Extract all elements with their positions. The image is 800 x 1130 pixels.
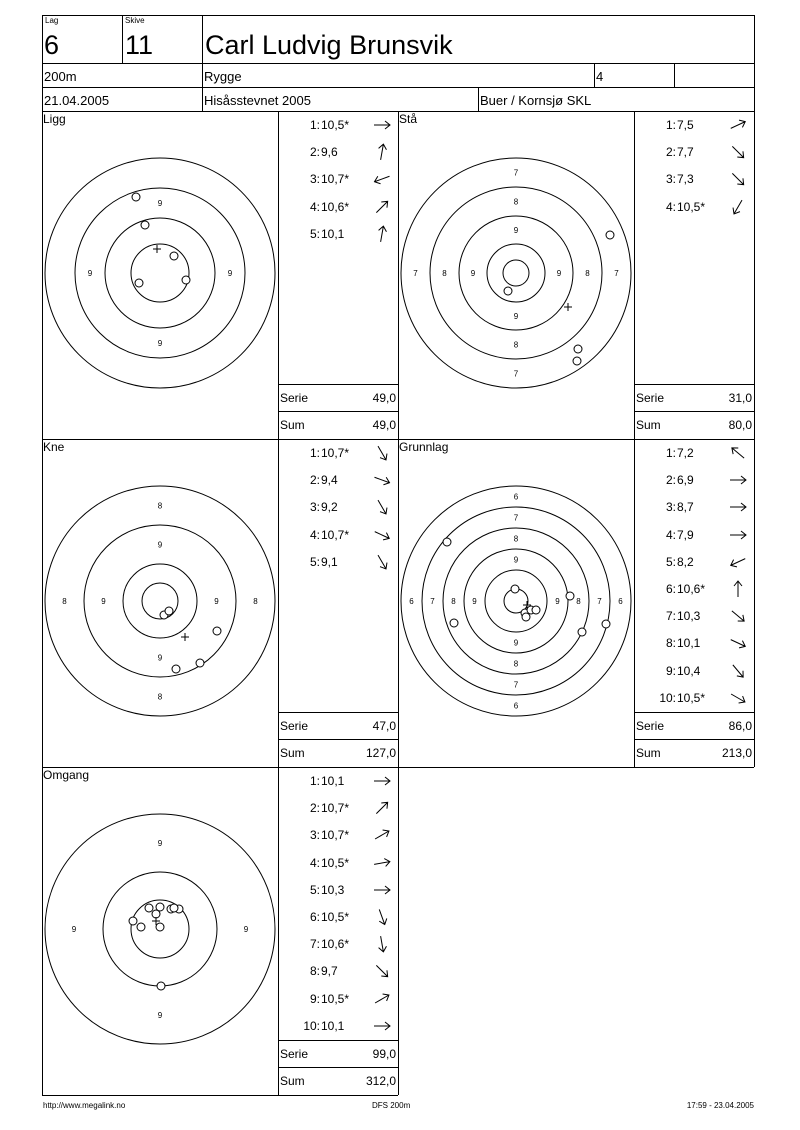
shot-hole <box>156 923 164 931</box>
ring-number: 7 <box>614 269 619 278</box>
shot-hole <box>606 231 614 239</box>
direction-arrow-icon <box>728 552 748 572</box>
direction-arrow-icon <box>372 798 392 818</box>
target-ring <box>123 564 197 638</box>
serie-value-kne: 47,0 <box>372 719 396 733</box>
serie-label: Serie <box>280 391 309 405</box>
shot-hole <box>135 279 143 287</box>
shot-hole <box>137 923 145 931</box>
direction-arrow-icon <box>372 115 392 135</box>
ring-number: 8 <box>513 340 519 350</box>
target-kne <box>42 440 278 767</box>
shot-number: 7: <box>309 937 320 952</box>
target-ring <box>503 260 529 286</box>
shooter-name: Carl Ludvig Brunsvik <box>205 30 453 60</box>
ring-number: 9 <box>513 555 519 565</box>
shot-hole <box>182 276 190 284</box>
center-of-group-cross <box>153 245 161 253</box>
shot-value: 10,1 <box>321 226 345 241</box>
serie-label: Serie <box>636 391 665 405</box>
target-ring <box>430 187 602 359</box>
ring-number: 7 <box>413 269 418 278</box>
shot-value: 10,3 <box>321 882 345 897</box>
shot-hole <box>522 613 530 621</box>
direction-arrow-icon <box>372 169 392 189</box>
shot-value: 10,5* <box>321 855 350 870</box>
ring-number: 7 <box>513 680 519 690</box>
ring-number: 9 <box>472 597 477 606</box>
ring-number: 7 <box>513 369 519 379</box>
shot-hole <box>511 585 519 593</box>
shot-list-kne <box>278 440 398 712</box>
section-label-ligg: Ligg <box>43 112 66 126</box>
shot-number: 1: <box>309 774 320 788</box>
direction-arrow-icon <box>728 661 748 681</box>
ring-number: 8 <box>62 597 67 606</box>
shot-number: 4: <box>665 199 676 214</box>
direction-arrow-icon <box>372 934 392 954</box>
ring-number: 8 <box>585 269 590 278</box>
ring-number: 8 <box>513 534 519 544</box>
direction-arrow-icon <box>728 115 748 135</box>
serie-value-sta: 31,0 <box>728 391 752 405</box>
shot-hole <box>170 252 178 260</box>
ring-number: 9 <box>243 925 249 934</box>
ring-number: 7 <box>513 168 519 178</box>
shot-value: 6,9 <box>677 473 694 488</box>
section-label-grunnlag: Grunnlag <box>399 440 449 454</box>
shot-number: 3: <box>309 172 320 187</box>
shot-hole <box>141 221 149 229</box>
shot-value: 10,7* <box>321 172 350 187</box>
ring-number: 9 <box>101 597 106 606</box>
direction-arrow-icon <box>728 497 748 517</box>
shot-value: 9,7 <box>321 964 338 979</box>
ring-number: 9 <box>513 638 519 648</box>
shot-list-omgang <box>278 768 398 1040</box>
sum-value-kne: 127,0 <box>365 746 396 760</box>
shot-value: 10,7* <box>321 527 350 542</box>
ring-number: 8 <box>253 597 258 606</box>
shot-value: 10,5* <box>321 910 350 924</box>
ring-number: 6 <box>618 597 623 606</box>
shot-number: 9: <box>309 991 320 1006</box>
shot-hole <box>573 357 581 365</box>
ring-number: 9 <box>470 269 476 278</box>
direction-arrow-icon <box>372 825 392 845</box>
shot-number: 6: <box>665 582 676 596</box>
shot-number: 2: <box>665 473 676 488</box>
ring-number: 9 <box>157 199 163 208</box>
shot-number: 2: <box>309 801 320 816</box>
shot-number: 1: <box>665 118 676 132</box>
date: 21.04.2005 <box>44 93 110 108</box>
direction-arrow-icon <box>372 497 392 517</box>
shot-number: 10: <box>659 690 676 705</box>
ring-number: 6 <box>513 701 519 711</box>
target-ring <box>75 188 245 358</box>
direction-arrow-icon <box>372 224 392 244</box>
shot-number: 4: <box>309 855 320 870</box>
shot-number: 5: <box>309 226 320 241</box>
target-sta <box>398 112 634 439</box>
ring-number: 9 <box>214 597 219 606</box>
shot-value: 10,6* <box>321 199 350 214</box>
footer-program: DFS 200m <box>372 1101 411 1110</box>
shot-value: 10,1 <box>321 1018 345 1033</box>
direction-arrow-icon <box>728 197 748 217</box>
shot-value: 7,7 <box>677 145 694 160</box>
direction-arrow-icon <box>372 961 392 981</box>
sum-label: Sum <box>280 1074 305 1088</box>
shot-hole <box>165 607 173 615</box>
ring-number: 9 <box>87 269 93 278</box>
direction-arrow-icon <box>728 169 748 189</box>
target-omgang <box>42 768 278 1095</box>
shot-value: 10,6* <box>321 937 350 952</box>
ring-number: 8 <box>157 501 163 511</box>
shot-number: 3: <box>309 828 320 843</box>
shot-number: 5: <box>309 554 320 569</box>
direction-arrow-icon <box>728 579 748 599</box>
target-ligg <box>42 112 278 439</box>
shot-value: 10,5* <box>321 991 350 1006</box>
shot-hole <box>443 538 451 546</box>
shot-number: 2: <box>665 145 676 160</box>
direction-arrow-icon <box>372 197 392 217</box>
ring-number: 8 <box>442 269 447 278</box>
shot-list-ligg <box>278 112 398 384</box>
direction-arrow-icon <box>372 470 392 490</box>
target-ring <box>45 486 275 716</box>
direction-arrow-icon <box>372 142 392 162</box>
shot-hole <box>132 193 140 201</box>
shot-hole <box>172 665 180 673</box>
ring-number: 9 <box>513 312 519 321</box>
sum-label: Sum <box>636 746 661 760</box>
ring-number: 9 <box>513 226 519 235</box>
ring-number: 7 <box>513 513 519 523</box>
shot-number: 10: <box>303 1018 320 1033</box>
shot-number: 5: <box>309 882 320 897</box>
shot-list-grunnlag <box>634 440 754 712</box>
ring-number: 9 <box>227 269 233 278</box>
shot-hole <box>532 606 540 614</box>
distance: 200m <box>44 69 77 84</box>
shot-number: 3: <box>665 172 676 187</box>
shot-number: 3: <box>309 500 320 515</box>
shot-value: 10,5* <box>677 199 706 214</box>
target-ring <box>464 549 568 653</box>
shot-hole <box>578 628 586 636</box>
shot-number: 6: <box>309 910 320 924</box>
shot-value: 8,2 <box>677 554 694 569</box>
shot-value: 10,7* <box>321 801 350 816</box>
ring-number: 9 <box>71 925 77 934</box>
ring-number: 8 <box>451 597 456 606</box>
shot-number: 8: <box>665 636 676 651</box>
shot-value: 10,5* <box>677 690 706 705</box>
sum-value-omgang: 312,0 <box>365 1074 396 1088</box>
sum-value-sta: 80,0 <box>728 418 752 432</box>
skive-label: Skive <box>125 16 145 25</box>
shot-hole <box>213 627 221 635</box>
section-label-kne: Kne <box>43 440 65 454</box>
shot-hole <box>170 904 178 912</box>
sum-value-ligg: 49,0 <box>372 418 396 432</box>
ring-number: 8 <box>157 692 163 702</box>
direction-arrow-icon <box>372 907 392 927</box>
shot-number: 1: <box>665 446 676 460</box>
ring-number: 9 <box>157 540 163 550</box>
direction-arrow-icon <box>728 142 748 162</box>
center-of-group-cross <box>564 303 572 311</box>
ring-number: 7 <box>597 597 602 606</box>
ring-number: 6 <box>409 597 414 606</box>
target-ring <box>131 244 189 302</box>
target-ring <box>45 158 275 388</box>
direction-arrow-icon <box>372 880 392 900</box>
shot-number: 7: <box>665 609 676 624</box>
serie-label: Serie <box>280 719 309 733</box>
shot-value: 7,2 <box>677 446 694 460</box>
direction-arrow-icon <box>372 771 392 791</box>
sum-label: Sum <box>280 746 305 760</box>
ring-number: 8 <box>513 197 519 207</box>
ring-number: 8 <box>576 597 581 606</box>
ring-number: 6 <box>513 492 519 502</box>
shot-number: 1: <box>309 118 320 132</box>
direction-arrow-icon <box>372 853 392 873</box>
shot-number: 4: <box>665 527 676 542</box>
shot-value: 10,5* <box>321 118 350 132</box>
target-grunnlag <box>398 440 634 767</box>
section-label-sta: Stå <box>399 112 418 126</box>
shot-hole <box>129 917 137 925</box>
direction-arrow-icon <box>372 989 392 1009</box>
shot-value: 9,6 <box>321 145 338 160</box>
direction-arrow-icon <box>728 633 748 653</box>
serie-value-omgang: 99,0 <box>372 1047 396 1061</box>
sum-label: Sum <box>636 418 661 432</box>
shot-value: 8,7 <box>677 500 694 515</box>
direction-arrow-icon <box>372 525 392 545</box>
direction-arrow-icon <box>372 552 392 572</box>
shot-value: 9,4 <box>321 473 338 488</box>
footer-timestamp: 17:59 - 23.04.2005 <box>686 1101 754 1110</box>
shot-number: 3: <box>665 500 676 515</box>
shot-hole <box>157 982 165 990</box>
event-name: Hisåsstevnet 2005 <box>204 93 311 108</box>
shot-number: 8: <box>309 964 320 979</box>
center-of-group-cross <box>181 633 189 641</box>
shot-number: 5: <box>665 554 676 569</box>
serie-label: Serie <box>636 719 665 733</box>
shot-hole <box>156 903 164 911</box>
ring-number: 9 <box>556 269 562 278</box>
shot-hole <box>450 619 458 627</box>
shot-hole <box>566 592 574 600</box>
shot-value: 10,6* <box>677 582 706 596</box>
serie-value-ligg: 49,0 <box>372 391 396 405</box>
ring-number: 9 <box>157 839 163 848</box>
shot-list-sta <box>634 112 754 384</box>
host-club: Buer / Kornsjø SKL <box>480 93 592 108</box>
direction-arrow-icon <box>728 470 748 490</box>
sum-value-grunnlag: 213,0 <box>721 746 752 760</box>
target-ring <box>105 218 215 328</box>
sum-label: Sum <box>280 418 305 432</box>
shot-value: 7,5 <box>677 118 694 132</box>
direction-arrow-icon <box>372 1016 392 1036</box>
lag-label: Lag <box>45 16 59 25</box>
ring-number: 9 <box>157 1011 163 1020</box>
club: Rygge <box>204 69 242 84</box>
shot-number: 1: <box>309 446 320 460</box>
target-ring <box>487 244 545 302</box>
ring-number: 9 <box>555 597 560 606</box>
shot-value: 10,4 <box>677 663 701 678</box>
shot-value: 10,3 <box>677 609 701 624</box>
shot-value: 7,9 <box>677 527 694 542</box>
shot-number: 2: <box>309 145 320 160</box>
shot-value: 7,3 <box>677 172 694 187</box>
direction-arrow-icon <box>372 443 392 463</box>
direction-arrow-icon <box>728 688 748 708</box>
serie-label: Serie <box>280 1047 309 1061</box>
shot-number: 9: <box>665 663 676 678</box>
skive-value: 11 <box>125 30 154 60</box>
shot-number: 4: <box>309 199 320 214</box>
shot-value: 10,1 <box>321 774 345 788</box>
klasse: 4 <box>596 69 604 84</box>
shot-value: 9,2 <box>321 500 338 515</box>
ring-number: 9 <box>157 653 163 663</box>
shot-value: 10,1 <box>677 636 701 651</box>
direction-arrow-icon <box>728 443 748 463</box>
direction-arrow-icon <box>728 606 748 626</box>
shot-hole <box>504 287 512 295</box>
serie-value-grunnlag: 86,0 <box>728 719 752 733</box>
footer-url[interactable]: http://www.megalink.no <box>43 1101 126 1110</box>
shot-hole <box>602 620 610 628</box>
shot-number: 2: <box>309 473 320 488</box>
shot-value: 10,7* <box>321 446 350 460</box>
target-ring <box>443 528 589 674</box>
lag-value: 6 <box>44 30 60 60</box>
shot-value: 9,1 <box>321 554 338 569</box>
target-ring <box>401 158 631 388</box>
section-label-omgang: Omgang <box>43 768 90 782</box>
shot-hole <box>145 904 153 912</box>
ring-number: 9 <box>157 339 163 348</box>
shot-number: 4: <box>309 527 320 542</box>
direction-arrow-icon <box>728 525 748 545</box>
shot-hole <box>196 659 204 667</box>
target-ring <box>485 570 547 632</box>
ring-number: 8 <box>513 659 519 669</box>
shot-hole <box>574 345 582 353</box>
ring-number: 7 <box>430 597 435 606</box>
shot-value: 10,7* <box>321 828 350 843</box>
